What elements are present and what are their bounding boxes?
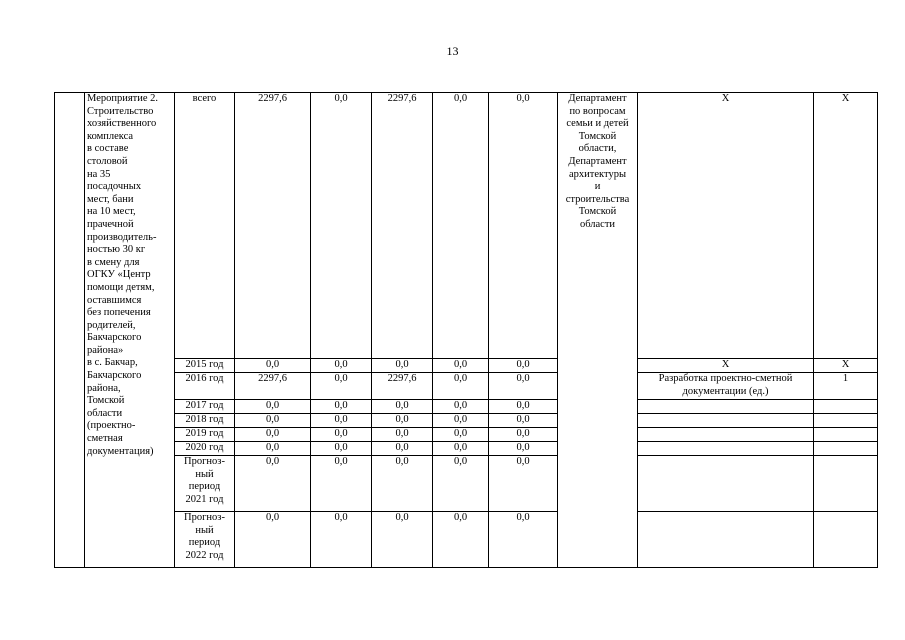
- indicator-value-cell: [814, 414, 878, 428]
- funding-other-cell: 0,0: [489, 428, 558, 442]
- funding-local-cell: 0,0: [433, 359, 489, 373]
- funding-federal-cell: 0,0: [311, 428, 372, 442]
- funding-regional-cell: 2297,6: [372, 93, 433, 359]
- indicator-cell: [638, 456, 814, 512]
- funding-other-cell: 0,0: [489, 373, 558, 400]
- funding-other-cell: 0,0: [489, 442, 558, 456]
- indicator-cell: Разработка проектно-сметной документации (ед.): [638, 373, 814, 400]
- table-row-2018: [55, 414, 878, 428]
- table-row-2016: [55, 373, 878, 400]
- indicator-value-cell: 1: [814, 373, 878, 400]
- period-cell: Прогноз- ный период 2022 год: [175, 512, 235, 568]
- funding-total-cell: 0,0: [235, 512, 311, 568]
- funding-total-cell: 0,0: [235, 428, 311, 442]
- period-cell: 2019 год: [175, 428, 235, 442]
- period-cell: всего: [175, 93, 235, 359]
- funding-federal-cell: 0,0: [311, 400, 372, 414]
- table-row-2015: [55, 359, 878, 373]
- funding-federal-cell: 0,0: [311, 512, 372, 568]
- indicator-value-cell: [814, 442, 878, 456]
- funding-regional-cell: 0,0: [372, 512, 433, 568]
- table-row-2021-forecast: [55, 456, 878, 512]
- funding-local-cell: 0,0: [433, 456, 489, 512]
- funding-local-cell: 0,0: [433, 414, 489, 428]
- row-number-cell: [55, 93, 85, 568]
- funding-regional-cell: 0,0: [372, 428, 433, 442]
- funding-federal-cell: 0,0: [311, 414, 372, 428]
- indicator-value-cell: X: [814, 93, 878, 359]
- funding-federal-cell: 0,0: [311, 442, 372, 456]
- period-cell: 2017 год: [175, 400, 235, 414]
- funding-other-cell: 0,0: [489, 414, 558, 428]
- funding-local-cell: 0,0: [433, 428, 489, 442]
- funding-federal-cell: 0,0: [311, 373, 372, 400]
- table-row-total: [55, 93, 878, 359]
- funding-federal-cell: 0,0: [311, 359, 372, 373]
- program-measures-table: [54, 92, 878, 568]
- page-number: 13: [446, 44, 459, 58]
- funding-federal-cell: 0,0: [311, 93, 372, 359]
- funding-regional-cell: 0,0: [372, 400, 433, 414]
- funding-total-cell: 0,0: [235, 359, 311, 373]
- indicator-value-cell: X: [814, 359, 878, 373]
- indicator-cell: [638, 442, 814, 456]
- table-row-2022-forecast: [55, 512, 878, 568]
- funding-total-cell: 2297,6: [235, 373, 311, 400]
- funding-total-cell: 0,0: [235, 414, 311, 428]
- funding-total-cell: 0,0: [235, 442, 311, 456]
- funding-other-cell: 0,0: [489, 93, 558, 359]
- funding-other-cell: 0,0: [489, 456, 558, 512]
- table-row-2020: [55, 442, 878, 456]
- funding-other-cell: 0,0: [489, 359, 558, 373]
- indicator-cell: X: [638, 359, 814, 373]
- department-cell: Департамент по вопросам семьи и детей Томской области, Департамент архитектуры и строительства Томской области: [558, 93, 638, 568]
- funding-local-cell: 0,0: [433, 442, 489, 456]
- funding-other-cell: 0,0: [489, 400, 558, 414]
- funding-regional-cell: 0,0: [372, 442, 433, 456]
- funding-local-cell: 0,0: [433, 512, 489, 568]
- table-row-2019: [55, 428, 878, 442]
- indicator-cell: X: [638, 93, 814, 359]
- table-row-2017: [55, 400, 878, 414]
- indicator-value-cell: [814, 400, 878, 414]
- measure-description-cell: Мероприятие 2. Строительство хозяйственного комплекса в составе столовой на 35 посадочных мест, бани на 10 мест, прачечной производитель- ностью 30 кг в смену для ОГКУ «Центр помощи детям, оставшимся без попечения родителей, Бакчарского района» в с. Бакчар, Бакчарского района, Томской области (проектно- сметная документация): [85, 93, 175, 568]
- funding-regional-cell: 0,0: [372, 414, 433, 428]
- indicator-value-cell: [814, 456, 878, 512]
- indicator-cell: [638, 428, 814, 442]
- period-cell: 2015 год: [175, 359, 235, 373]
- period-cell: 2020 год: [175, 442, 235, 456]
- funding-regional-cell: 0,0: [372, 456, 433, 512]
- funding-regional-cell: 0,0: [372, 359, 433, 373]
- indicator-value-cell: [814, 512, 878, 568]
- funding-local-cell: 0,0: [433, 373, 489, 400]
- period-cell: 2018 год: [175, 414, 235, 428]
- indicator-cell: [638, 414, 814, 428]
- funding-federal-cell: 0,0: [311, 456, 372, 512]
- funding-regional-cell: 2297,6: [372, 373, 433, 400]
- funding-total-cell: 0,0: [235, 400, 311, 414]
- funding-other-cell: 0,0: [489, 512, 558, 568]
- funding-total-cell: 0,0: [235, 456, 311, 512]
- indicator-value-cell: [814, 428, 878, 442]
- funding-local-cell: 0,0: [433, 93, 489, 359]
- indicator-cell: [638, 512, 814, 568]
- funding-local-cell: 0,0: [433, 400, 489, 414]
- funding-total-cell: 2297,6: [235, 93, 311, 359]
- period-cell: 2016 год: [175, 373, 235, 400]
- indicator-cell: [638, 400, 814, 414]
- period-cell: Прогноз- ный период 2021 год: [175, 456, 235, 512]
